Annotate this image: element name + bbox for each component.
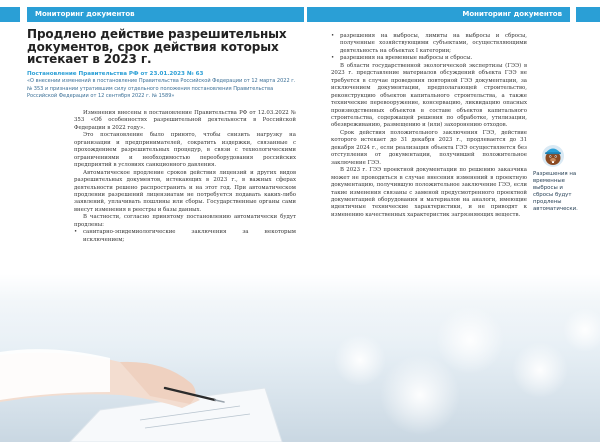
paragraph: Изменения внесены в постановление Правительства РФ от 12.03.2022 № 353 «Об особенностях разрешительной деятельности в Российской Федерации в 2022 году». (74, 110, 296, 131)
bullet-item: • санитарно-эпидемиологические заключения за некоторым исключением; (74, 229, 296, 244)
bullet-item: • разрешения на выбросы, лимиты на выбросы и сбросы, полученные хозяйствующими субъектами, осуществляющими деятельность на объектах I категории; (331, 33, 527, 55)
left-edge-tab (0, 7, 20, 22)
paragraph: Автоматическое продление сроков действия лицензий и других видов разрешительных документов, истекающих в 2023 г., в важных сферах деятельности решено распространить и на этот год. При автоматическом продлении разрешений лицензиатам не потребуется подавать каких-либо заявлений, уплачивать пошлины или сборы. Государственные органы сами внесут изменения в реестры и базы данных. (74, 169, 296, 213)
decree-description: «О внесении изменений в постановление Правительства Российской Федерации от 12 марта 2022 г. № 353 и признании утратившим силу отдельного положения постановления Правительства Российской Федерации от 12 сентября 2022 г. № 1589» (27, 78, 296, 99)
right-edge-tab (576, 7, 600, 22)
right-page-header: Мониторинг документов (307, 7, 570, 22)
paragraph: Это постановление было принято, чтобы снизить нагрузку на организации и предпринимателей, сократить издержки, связанные с прохождением разрешительных процедур, в связи с технологическими ограничениями и необходимостью переоборудования российских предприятий в условиях санкционного давления. (74, 132, 296, 169)
bullet-list (331, 33, 527, 63)
paragraph: В области государственной экологической экспертизы (ГЭЭ) в 2023 г. представление материалов обсуждений объекта ГЭЭ не требуется в случае проведения повторной ГЭЭ документации, за исключением документации, предполагающей строительство, реконструкцию объектов капитального строительства, а также технические перевооружение, консервацию, ликвидацию опасных производственных объектов в составе объектов капитального строительства, содержащей решения по обработке, утилизации, обезвреживанию, размещению и (или) захоронению отходов. (331, 62, 527, 129)
paragraph: Срок действия положительного заключения ГЭЭ, действие которого истекает до 31 декабря 2023 г., продлевается до 31 декабря 2024 г., если реализация объекта ГЭЭ осуществляется без отступления от документации, получившей положительное заключение ГЭЭ. (331, 129, 527, 166)
bullet-item: • разрешения на временные выбросы и сбросы. (331, 55, 527, 62)
left-page-header: Мониторинг документов (27, 7, 304, 22)
article-title: Продлено действие разрешительных документов, срок действия которых истекает в 2023 г. (27, 27, 287, 66)
paragraph: В частности, согласно принятому постановлению автоматически будут продлены: (74, 214, 296, 228)
right-text-column (331, 33, 527, 219)
paragraph: В 2023 г. ГЭЭ проектной документации по решению заказчика может не проводиться в случае внесения изменений в проектную документацию, получившую положительное заключение ГЭЭ, если такие изменения связаны с заменой предусмотренного проектной документацией оборудования и материалов на аналоги, имеющие идентичные технические характеристики, и не приводят к изменению качественных характеристик загрязняющих веществ. (331, 167, 527, 218)
hand-writing-illustration (0, 300, 600, 442)
bullet-list (74, 229, 296, 244)
sidebar-note: Разрешения на временные выбросы и сбросы будут продлены автоматически. (533, 171, 578, 212)
left-text-column (74, 110, 296, 244)
decree-title: Постановление Правительства РФ от 23.01.2023 № 63 (27, 71, 204, 77)
beaver-mascot-icon (540, 142, 566, 168)
